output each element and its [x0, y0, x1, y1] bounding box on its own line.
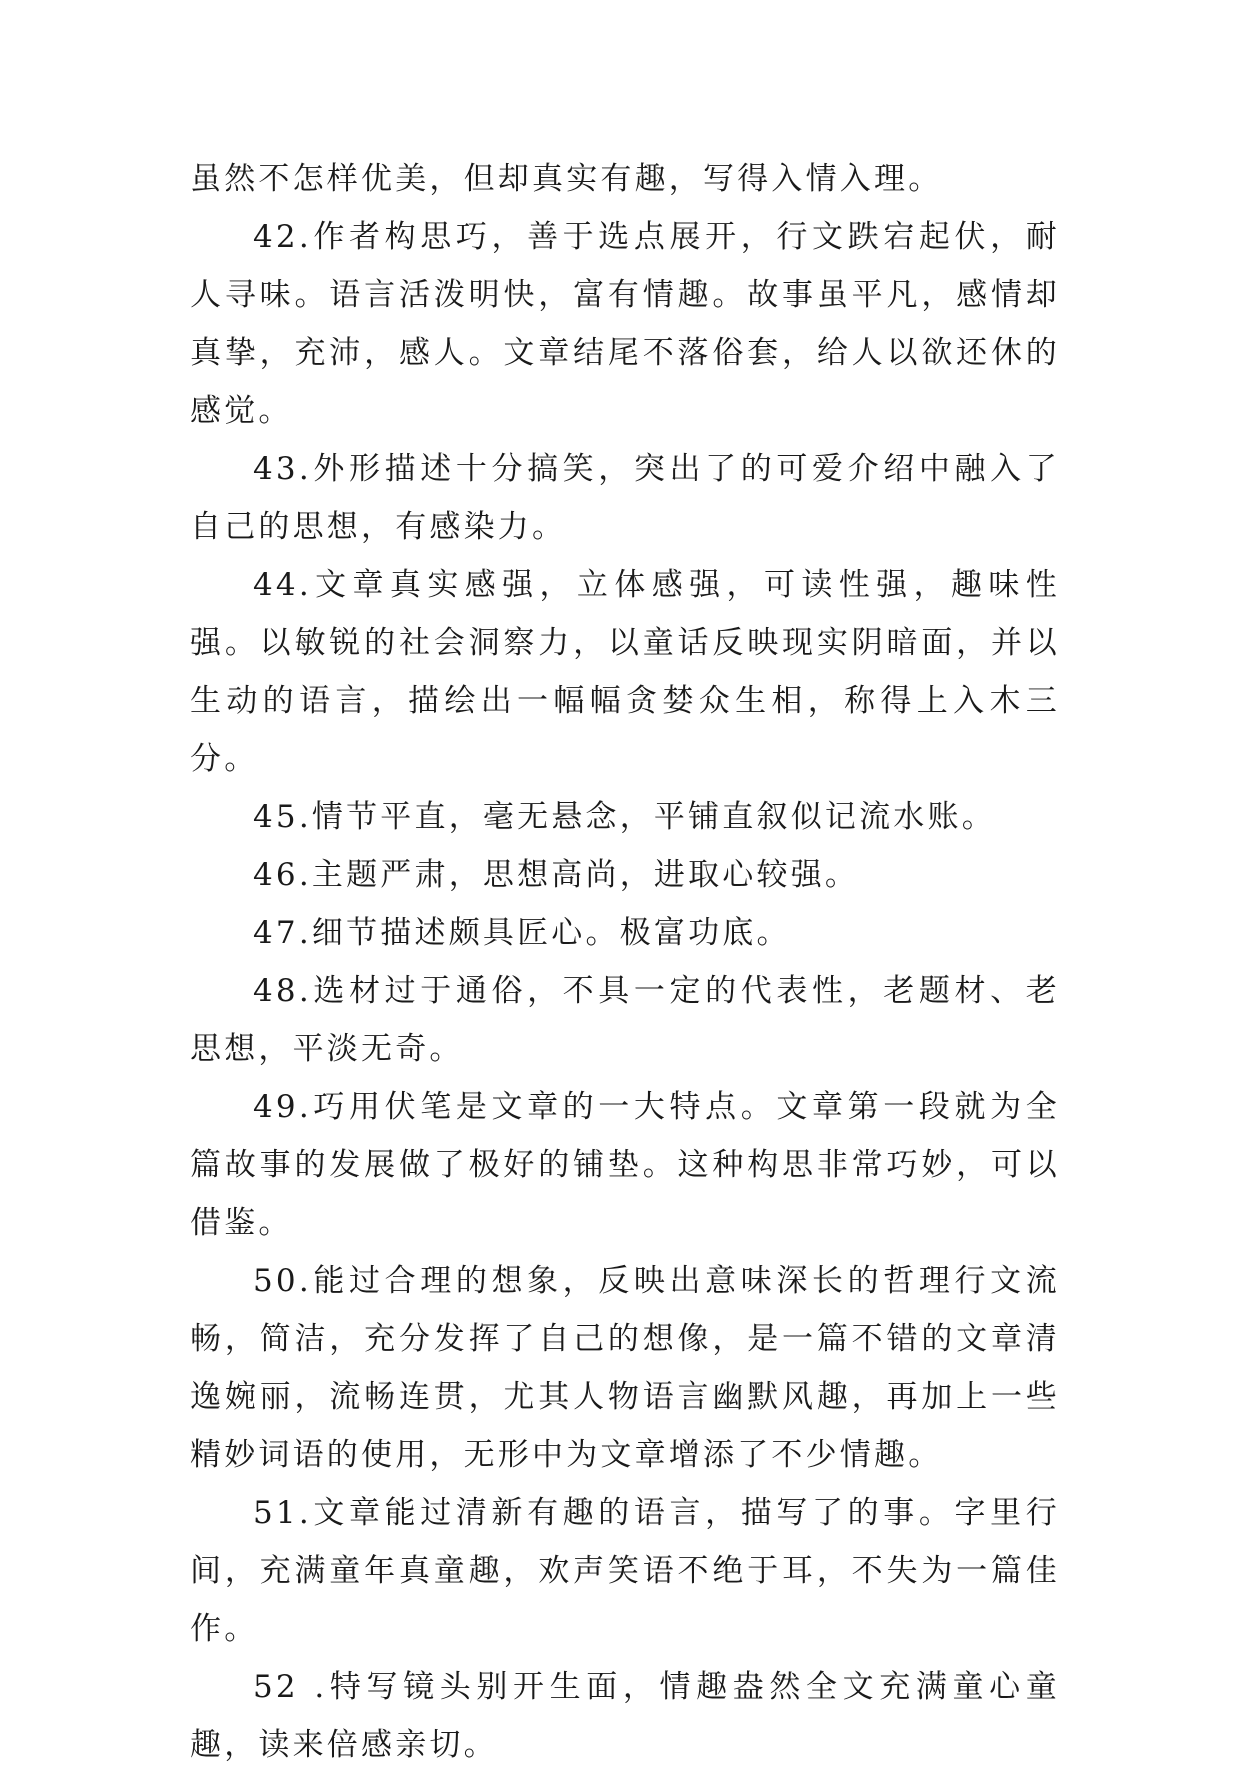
paragraph-43: 43.外形描述十分搞笑，突出了的可爱介绍中融入了自己的思想，有感染力。 — [190, 451, 1060, 545]
paragraph-47: 47.细节描述颇具匠心。极富功底。 — [253, 915, 791, 951]
paragraph-42: 42.作者构思巧，善于选点展开，行文跌宕起伏，耐人寻味。语言活泼明快，富有情趣。故事虽平凡，感情却真挚，充沛，感人。文章结尾不落俗套，给人以欲还休的感觉。 — [190, 219, 1060, 429]
paragraph-continuation: 虽然不怎样优美，但却真实有趣，写得入情入理。 — [190, 161, 943, 197]
paragraph-46: 46.主题严肃，思想高尚，进取心较强。 — [253, 857, 860, 893]
paragraph-49: 49.巧用伏笔是文章的一大特点。文章第一段就为全篇故事的发展做了极好的铺垫。这种构思非常巧妙，可以借鉴。 — [190, 1089, 1060, 1241]
paragraph-48: 48.选材过于通俗，不具一定的代表性，老题材、老思想，平淡无奇。 — [190, 973, 1060, 1067]
paragraph-52: 52 .特写镜头别开生面，情趣盎然全文充满童心童趣，读来倍感亲切。 — [190, 1669, 1060, 1763]
paragraph-50: 50.能过合理的想象，反映出意味深长的哲理行文流畅，简洁，充分发挥了自己的想像，是一篇不错的文章清逸婉丽，流畅连贯，尤其人物语言幽默风趣，再加上一些精妙词语的使用，无形中为文章增添了不少情趣。 — [190, 1263, 1060, 1473]
paragraph-45: 45.情节平直，毫无悬念，平铺直叙似记流水账。 — [253, 799, 996, 835]
paragraph-51: 51.文章能过清新有趣的语言，描写了的事。字里行间，充满童年真童趣，欢声笑语不绝于耳，不失为一篇佳作。 — [190, 1495, 1060, 1647]
document-body — [190, 150, 1060, 1774]
paragraph-44: 44.文章真实感强，立体感强，可读性强，趣味性强。以敏锐的社会洞察力，以童话反映现实阴暗面，并以生动的语言，描绘出一幅幅贪婪众生相，称得上入木三分。 — [190, 567, 1060, 777]
